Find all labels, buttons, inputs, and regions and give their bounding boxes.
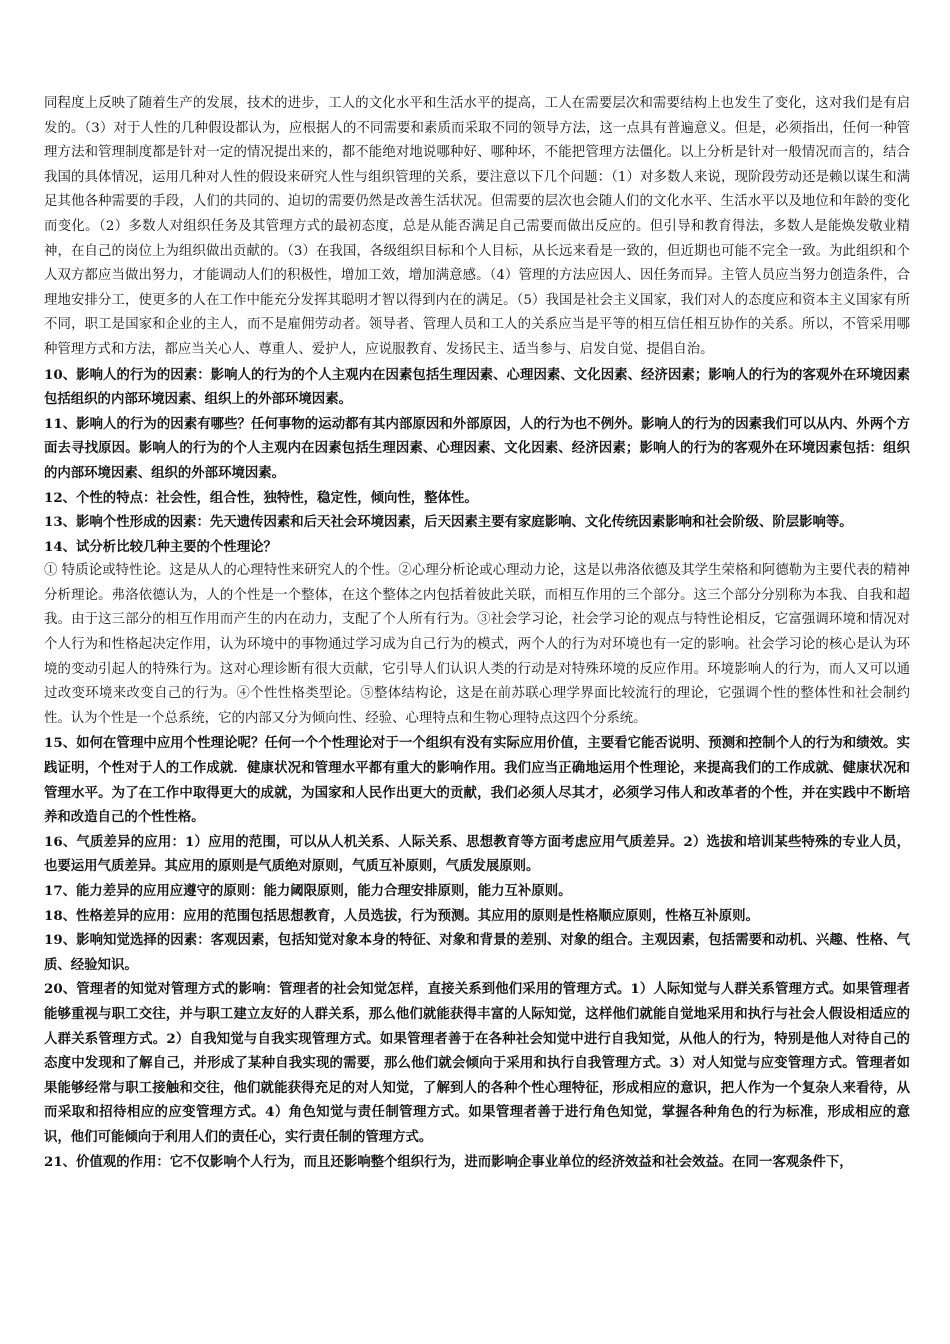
paragraph-item-13: 13、影响个性形成的因素：先天遗传因素和后天社会环境因素，后天因素主要有家庭影响、文化传统因素影响和社会阶级、阶层影响等。 bbox=[44, 514, 853, 531]
paragraph-item-14-question: 14、试分析比较几种主要的个性理论？ bbox=[44, 538, 277, 555]
paragraph-item-21: 21、价值观的作用：它不仅影响个人行为，而且还影响整个组织行为，进而影响企事业单位的经济效益和社会效益。在同一客观条件下， bbox=[44, 1153, 853, 1170]
paragraph-item-19: 19、影响知觉选择的因素：客观因素，包括知觉对象本身的特征、对象和背景的差别、对象的组合。主观因素，包括需要和动机、兴趣、性格、气质、经验知识。 bbox=[44, 932, 910, 973]
document-body bbox=[44, 92, 910, 1174]
paragraph-item-18: 18、性格差异的应用：应用的范围包括思想教育，人员选拔，行为预测。其应用的原则是性格顺应原则，性格互补原则。 bbox=[44, 907, 759, 924]
paragraph-item-12: 12、个性的特点：社会性，组合性，独特性，稳定性，倾向性，整体性。 bbox=[44, 489, 478, 506]
paragraph-item-10: 10、影响人的行为的因素：影响人的行为的个人主观内在因素包括生理因素、心理因素、文化因素、经济因素；影响人的行为的客观外在环境因素包括组织的内部环境因素、组织上的外部环境因素。 bbox=[44, 366, 910, 408]
paragraph-item-14-answer: ① 特质论或特性论。这是从人的心理特性来研究人的个性。②心理分析论或心理动力论，这是以弗洛依德及其学生荣格和阿德勒为主要代表的精神分析理论。弗洛依德认为，人的个性是一个整体，在这个整体之内包括着彼此关联，而相互作用的三个部分。这三个部分分别称为本我、自我和超我。由于这三部分的相互作用而产生的内在动力，支配了个人所有行为。③社会学习论，社会学习论的观点与特性论相反，它富强调环境和情况对个人行为和性格起决定作用，认为环境中的事物通过学习成为自己行为的模式，两个人的行为对环境也有一定的影响。社会学习论的核心是认为环境的变动引起人的特殊行为。这对心理诊断有很大贡献，它引导人们认识人类的行动是对特殊环境的反应作用。环境影响人的行为，而人又可以通过改变环境来改变自己的行为。④个性性格类型论。⑤整体结构论，这是在前苏联心理学界面比较流行的理论，它强调个性的整体性和社会制约性。认为个性是一个总系统，它的内部又分为倾向性、经验、心理特点和生物心理特点这四个分系统。 bbox=[44, 563, 910, 726]
paragraph-item-11: 11、影响人的行为的因素有哪些？任何事物的运动都有其内部原因和外部原因，人的行为也不例外。影响人的行为的因素我们可以从内、外两个方面去寻找原因。影响人的行为的个人主观内在因素包括生理因素、心理因素、文化因素、经济因素；影响人的行为的客观外在环境因素包括：组织的内部环境因素、组织的外部环境因素。 bbox=[44, 415, 910, 481]
paragraph-item-15: 15、如何在管理中应用个性理论呢？任何一个个性理论对于一个组织有没有实际应用价值，主要看它能否说明、预测和控制个人的行为和绩效。实践证明，个性对于人的工作成就．健康状况和管理水平都有重大的影响作用。我们应当正确地运用个性理论，来提高我们的工作成就、健康状况和管理水平。为了在工作中取得更大的成就，为国家和人民作出更大的贡献，我们必须人尽其才，必须学习伟人和改革者的个性，并在实践中不断培养和改造自己的个性性格。 bbox=[44, 735, 910, 826]
paragraph-item-17: 17、能力差异的应用应遵守的原则：能力阈限原则，能力合理安排原则，能力互补原则。 bbox=[44, 883, 572, 899]
paragraph-item-20: 20、管理者的知觉对管理方式的影响：管理者的社会知觉怎样，直接关系到他们采用的管理方式。1）人际知觉与人群关系管理方式。如果管理者能够重视与职工交往，并与职工建立友好的人群关系，那么他们就能获得丰富的人际知觉，这样他们就能自觉地采用和执行与社会人假设相适应的人群关系管理方式。2）自我知觉与自我实现管理方式。如果管理者善于在各种社会知觉中进行自我知觉，从他人的行为，特别是他人对待自己的态度中发现和了解自己，并形成了某种自我实现的需要，那么他们就会倾向于采用和执行自我管理方式。3）对人知觉与应变管理方式。管理者如果能够经常与职工接触和交往，他们就能获得充足的对人知觉，了解到人的各种个性心理特征，形成相应的意识，把人作为一个复杂人来看待，从而采取和招待相应的应变管理方式。4）角色知觉与责任制管理方式。如果管理者善于进行角色知觉，掌握各种角色的行为标准，形成相应的意识，他们可能倾向于利用人们的责任心，实行责任制的管理方式。 bbox=[44, 981, 910, 1145]
paragraph-continuation: 同程度上反映了随着生产的发展，技术的进步，工人的文化水平和生活水平的提高，工人在需要层次和需要结构上也发生了变化，这对我们是有启发的。（3）对于人性的几种假设都认为，应根据人的不同需要和素质而采取不同的领导方法，这一点具有普遍意义。但是，必须指出，任何一种管理方法和管理制度都是针对一定的情况提出来的，都不能绝对地说哪种好、哪种坏，不能把管理方法僵化。以上分析是针对一般情况而言的，结合我国的具体情况，运用几种对人性的假设来研究人性与组织管理的关系，要注意以下几个问题：（1）对多数人来说，现阶段劳动还是赖以谋生和满足其他各种需要的手段，人们的共同的、迫切的需要仍然是改善生活状况。但需要的层次也会随人们的文化水平、生活水平以及地位和年龄的变化而变化。（2）多数人对组织任务及其管理方式的最初态度，总是从能否满足自己需要而做出反应的。但引导和教育得法，多数人是能焕发敬业精神，在自己的岗位上为组织做出贡献的。（3）在我国，各级组织目标和个人目标，从长远来看是一致的，但近期也可能不完全一致。为此组织和个人双方都应当做出努力，才能调动人们的积极性，增加工效，增加满意感。（4）管理的方法应因人、因任务而异。主管人员应当努力创造条件，合理地安排分工，使更多的人在工作中能充分发挥其聪明才智以得到内在的满足。（5）我国是社会主义国家，我们对人的态度应和资本主义国家有所不同，职工是国家和企业的主人，而不是雇佣劳动者。领导者、管理人员和工人的关系应当是平等的相互信任相互协作的关系。所以，不管采用哪种管理方式和方法，都应当关心人、尊重人、爱护人，应说服教育、发扬民主、适当参与、启发自觉、提倡自治。 bbox=[44, 96, 910, 357]
paragraph-item-16: 16、气质差异的应用：1）应用的范围，可以从人机关系、人际关系、思想教育等方面考虑应用气质差异。2）选拔和培训某些特殊的专业人员，也要运用气质差异。其应用的原则是气质绝对原则，气质互补原则，气质发展原则。 bbox=[44, 833, 910, 875]
